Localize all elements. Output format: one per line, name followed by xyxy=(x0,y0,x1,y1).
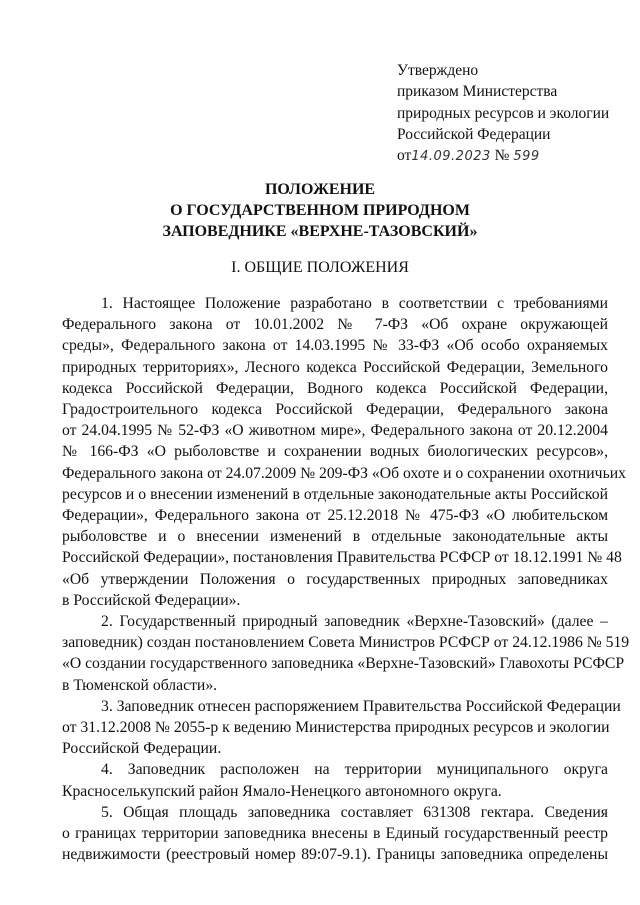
paragraph-line: Красноселькупский район Ямало-Ненецкого автономного округа. xyxy=(62,782,502,800)
paragraph-line: ресурсов и о внесении изменений в отдельные законодательные акты Российской xyxy=(62,485,608,503)
paragraph-4 xyxy=(62,759,608,801)
paragraph-line: природных территориях», Лесного кодекса Российской Федерации, Земельного xyxy=(62,358,608,376)
approval-line: Российской Федерации xyxy=(397,125,551,143)
approval-line: приказом Министерства xyxy=(397,83,558,101)
approval-date-line xyxy=(397,145,609,167)
paragraph-line: Федерального закона от 24.07.2009 № 209-ФЗ «Об охоте и о сохранении охотничьих xyxy=(62,464,626,482)
paragraph-line: Российской Федерации. xyxy=(62,740,222,758)
paragraph-1 xyxy=(62,293,626,611)
paragraph-line: № 166-ФЗ «О рыболовстве и сохранении водных биологических ресурсов», xyxy=(62,443,608,461)
paragraph-line: в Российской Федерации». xyxy=(62,591,241,609)
paragraph-line: кодекса Российской Федерации, Водного кодекса Российской Федерации, xyxy=(62,379,608,397)
paragraph-5 xyxy=(62,802,608,866)
approval-line: природных ресурсов и экологии xyxy=(397,104,610,122)
date-prefix: от xyxy=(397,147,412,165)
document-title xyxy=(0,179,640,242)
paragraph-line: Федерального закона от 10.01.2002 № 7-ФЗ «Об охране окружающей xyxy=(62,316,608,334)
title-line: ПОЛОЖЕНИЕ xyxy=(264,181,376,198)
paragraph-2 xyxy=(62,611,630,696)
paragraph-line: 1. Настоящее Положение разработано в соответствии с требованиями xyxy=(101,295,608,312)
number-label: № xyxy=(494,147,510,165)
paragraph-line: в Тюменской области». xyxy=(62,676,218,694)
paragraph-line: «Об утверждении Положения о государственных природных заповедниках xyxy=(62,570,608,588)
approval-line: Утверждено xyxy=(397,62,479,79)
paragraph-line: «О создании государственного заповедника «Верхне-Тазовский» Главохоты РСФСР xyxy=(62,655,625,673)
title-line: О ГОСУДАРСТВЕННОМ ПРИРОДНОМ xyxy=(170,202,470,219)
paragraph-line: Федерации», Федерального закона от 25.12.2018 № 475-ФЗ «О любительском xyxy=(62,507,608,525)
paragraph-line: от 31.12.2008 № 2055-р к ведению Министерства природных ресурсов и экологии xyxy=(62,719,610,737)
paragraph-line: 3. Заповедник отнесен распоряжением Правительства Российской Федерации xyxy=(101,697,621,715)
paragraph-line: заповедник) создан постановлением Совета Министров РСФСР от 24.12.1986 № 519 xyxy=(62,634,630,652)
paragraph-line: рыболовстве и о внесении изменений в отдельные законодательные акты xyxy=(62,528,608,546)
title-line: ЗАПОВЕДНИКЕ «ВЕРХНЕ-ТАЗОВСКИЙ» xyxy=(162,223,478,240)
paragraph-line: 2. Государственный природный заповедник «Верхне-Тазовский» (далее – xyxy=(101,613,608,631)
section-heading: I. ОБЩИЕ ПОЛОЖЕНИЯ xyxy=(231,259,409,276)
paragraph-line: о границах территории заповедника внесены в Единый государственный реестр xyxy=(62,825,608,843)
paragraph-line: от 24.04.1995 № 52-ФЗ «О животном мире», Федерального закона от 20.12.2004 xyxy=(62,422,608,440)
paragraph-line: Российской Федерации», постановления Правительства РСФСР от 18.12.1991 № 48 xyxy=(62,549,622,567)
paragraph-line: Градостроительного кодекса Российской Федерации, Федерального закона xyxy=(62,401,608,419)
paragraph-line: среды», Федерального закона от 14.03.1995 № 33-ФЗ «Об особо охраняемых xyxy=(62,337,608,355)
paragraph-line: недвижимости (реестровый номер 89:07-9.1). Границы заповедника определены xyxy=(62,846,608,864)
document-body xyxy=(62,293,630,865)
paragraph-line: 5. Общая площадь заповедника составляет 631308 гектара. Сведения xyxy=(101,803,608,821)
paragraph-3 xyxy=(62,696,621,760)
handwritten-date: 14.09.2023 xyxy=(411,149,491,165)
approval-stamp xyxy=(397,60,609,167)
handwritten-order-number: 599 xyxy=(513,149,540,165)
paragraph-line: 4. Заповедник расположен на территории муниципального округа xyxy=(101,761,608,779)
